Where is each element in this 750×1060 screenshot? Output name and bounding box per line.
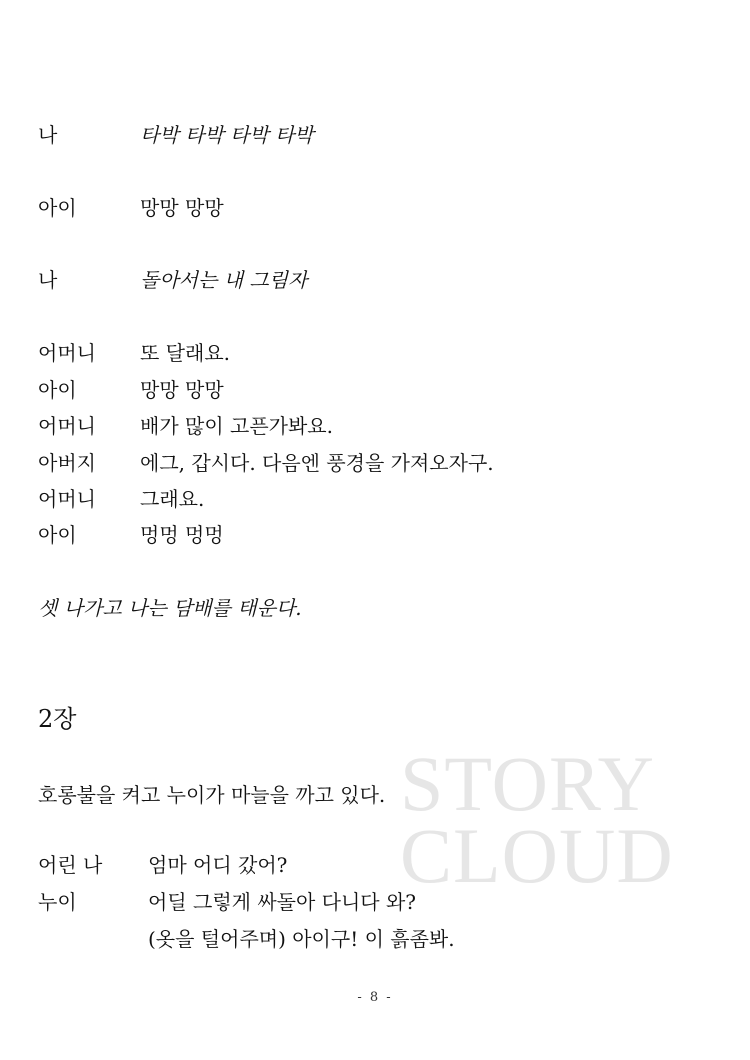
dialogue-text: 그래요. [140, 487, 205, 511]
stage-direction: 호롱불을 켜고 누이가 마늘을 까고 있다. [38, 783, 386, 807]
dialogue-text: (옷을 털어주며) 아이구! 이 흙좀봐. [148, 927, 455, 951]
speaker-name: 나 [38, 268, 58, 292]
speaker-name: 어머니 [38, 341, 96, 365]
dialogue-text: 타박 타박 타박 타박 [140, 123, 314, 147]
speaker-name: 아이 [38, 523, 77, 547]
dialogue-text: 멍멍 멍멍 [140, 523, 224, 547]
dialogue-text: 어딜 그렇게 싸돌아 다니다 와? [148, 890, 416, 914]
page-number: - 8 - [357, 990, 393, 1005]
dialogue-text: 또 달래요. [140, 341, 230, 365]
speaker-name: 아이 [38, 196, 77, 220]
dialogue-text: 배가 많이 고픈가봐요. [140, 414, 333, 438]
speaker-name: 어머니 [38, 487, 96, 511]
dialogue-text: 망망 망망 [140, 378, 224, 402]
speaker-name: 어린 나 [38, 853, 103, 877]
speaker-name: 누이 [38, 890, 77, 914]
speaker-name: 어머니 [38, 414, 96, 438]
scene-heading: 2장 [38, 705, 77, 733]
dialogue-text: 엄마 어디 갔어? [148, 853, 288, 877]
watermark-line: CLOUD [400, 812, 674, 899]
stage-direction: 셋 나가고 나는 담배를 태운다. [38, 596, 302, 620]
speaker-name: 아이 [38, 378, 77, 402]
dialogue-text: 돌아서는 내 그림자 [140, 268, 308, 292]
watermark-logo [400, 740, 700, 899]
dialogue-text: 망망 망망 [140, 196, 224, 220]
speaker-name: 나 [38, 123, 58, 147]
watermark-line: STORY [400, 740, 655, 827]
speaker-name: 아버지 [38, 451, 96, 475]
dialogue-text: 에그, 갑시다. 다음엔 풍경을 가져오자구. [140, 451, 494, 475]
